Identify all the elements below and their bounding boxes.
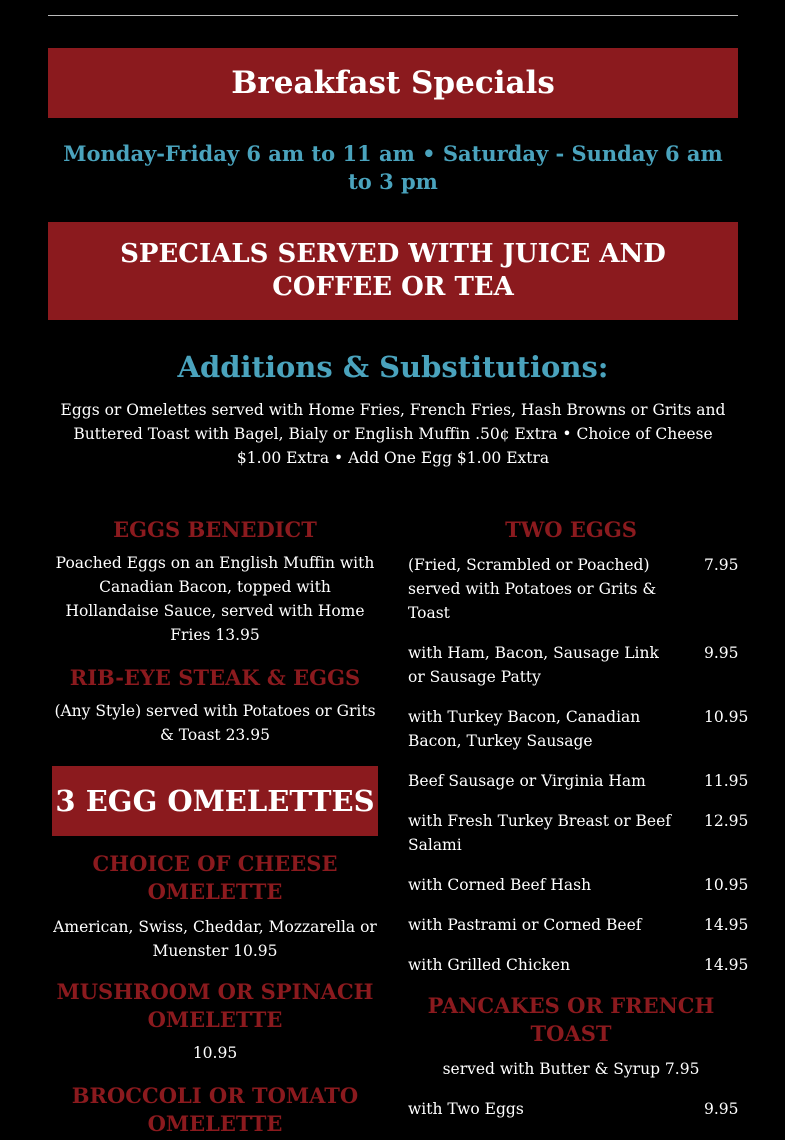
eggs-benedict-section bbox=[52, 516, 378, 647]
pancakes-section bbox=[418, 992, 724, 1048]
two-eggs-item bbox=[408, 873, 749, 897]
ribeye-title: RIB-EYE STEAK & EGGS bbox=[69, 665, 361, 690]
item-desc: with Two Eggs bbox=[408, 1100, 524, 1118]
item-price: 10.95 bbox=[704, 876, 749, 894]
two-eggs-item bbox=[408, 809, 749, 857]
eggs-benedict-text: Poached Eggs on an English Muffin with Canadian Bacon, topped with Hollandaise Sauce, served with Home Fries 13.95 bbox=[55, 554, 375, 644]
pancakes-item bbox=[408, 1097, 745, 1121]
item-price: 9.95 bbox=[704, 1100, 739, 1118]
item-desc: with Fresh Turkey Breast or Beef Salami bbox=[408, 812, 672, 854]
top-divider bbox=[48, 15, 738, 16]
pancakes-title: PANCAKES OR FRENCH TOAST bbox=[427, 993, 715, 1046]
cheese-omelette-text: American, Swiss, Cheddar, Mozzarella or Muenster 10.95 bbox=[53, 918, 377, 960]
omelettes-title: 3 EGG OMELETTES bbox=[55, 784, 375, 818]
item-price: 14.95 bbox=[704, 956, 749, 974]
served-with-banner bbox=[48, 222, 738, 320]
item-desc: (Fried, Scrambled or Poached) served with Potatoes or Grits & Toast bbox=[408, 556, 657, 622]
two-eggs-item bbox=[408, 913, 749, 937]
item-desc: with Turkey Bacon, Canadian Bacon, Turkey Sausage bbox=[408, 708, 641, 750]
two-eggs-title: TWO EGGS bbox=[505, 517, 637, 542]
item-price: 7.95 bbox=[704, 556, 739, 574]
two-eggs-item bbox=[408, 769, 749, 793]
two-eggs-item bbox=[408, 705, 749, 753]
pancakes-text: served with Butter & Syrup 7.95 bbox=[442, 1060, 700, 1078]
two-eggs-section bbox=[408, 516, 745, 544]
item-price: 12.95 bbox=[704, 812, 749, 830]
hours-text: Monday-Friday 6 am to 11 am • Saturday - Sunday 6 am to 3 pm bbox=[63, 141, 723, 194]
item-desc: Beef Sausage or Virginia Ham bbox=[408, 772, 646, 790]
pancakes-body bbox=[408, 1057, 734, 1081]
broccoli-omelette-title: BROCCOLI OR TOMATO OMELETTE bbox=[71, 1083, 359, 1136]
two-eggs-item bbox=[408, 641, 745, 689]
item-price: 11.95 bbox=[704, 772, 749, 790]
cheese-omelette-title: CHOICE OF CHEESE OMELETTE bbox=[92, 851, 338, 904]
item-desc: with Ham, Bacon, Sausage Link or Sausage Patty bbox=[408, 644, 659, 686]
item-price: 14.95 bbox=[704, 916, 749, 934]
page-title: Breakfast Specials bbox=[231, 65, 555, 101]
ribeye-section bbox=[52, 664, 378, 747]
mushroom-omelette-title: MUSHROOM OR SPINACH OMELETTE bbox=[56, 979, 374, 1032]
item-desc: with Grilled Chicken bbox=[408, 956, 571, 974]
breakfast-specials-banner bbox=[48, 48, 738, 118]
mushroom-omelette-text: 10.95 bbox=[192, 1044, 238, 1062]
additions-text: Eggs or Omelettes served with Home Fries, French Fries, Hash Browns or Grits and Buttered Toast with Bagel, Bialy or English Muffin .50¢ Extra • Choice of Cheese $1.00 Extra • Add One Egg $1.00 Extra bbox=[60, 401, 726, 467]
mushroom-omelette-section bbox=[52, 978, 378, 1065]
item-desc: with Pastrami or Corned Beef bbox=[408, 916, 642, 934]
eggs-benedict-title: EGGS BENEDICT bbox=[113, 517, 317, 542]
cheese-omelette-body bbox=[52, 915, 378, 963]
item-price: 9.95 bbox=[704, 644, 739, 662]
additions-title: Additions & Substitutions: bbox=[177, 350, 609, 384]
cheese-omelette-section bbox=[72, 850, 358, 906]
two-eggs-item bbox=[408, 553, 745, 625]
broccoli-omelette-section bbox=[62, 1082, 368, 1138]
item-desc: with Corned Beef Hash bbox=[408, 876, 592, 894]
ribeye-text: (Any Style) served with Potatoes or Grits & Toast 23.95 bbox=[54, 702, 376, 744]
two-eggs-item bbox=[408, 953, 749, 977]
served-with-text: SPECIALS SERVED WITH JUICE AND COFFEE OR TEA bbox=[120, 239, 666, 302]
omelettes-banner bbox=[52, 766, 378, 836]
item-price: 10.95 bbox=[704, 708, 749, 726]
